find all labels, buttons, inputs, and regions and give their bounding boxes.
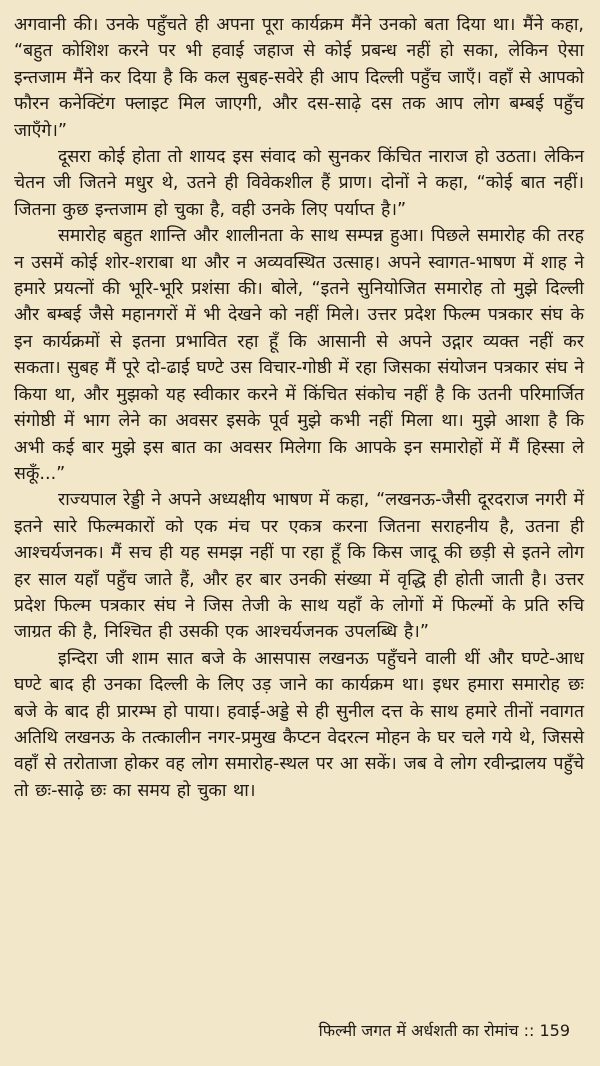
body-text — [14, 12, 584, 804]
paragraph-1: अगवानी की। उनके पहुँचते ही अपना पूरा कार्यक्रम मैंने उनको बता दिया था। मैंने कहा, “बहुत कोशिश करने पर भी हवाई जहाज से कोई प्रबन्ध नहीं हो सका, लेकिन ऐसा इन्तजाम मैंने कर दिया है कि कल सुबह-सवेरे ही आप दिल्ली पहुँच जाएँ। वहाँ से आपको फौरन कनेक्टिंग फ्लाइट मिल जाएगी, और दस-साढ़े दस तक आप लोग बम्बई पहुँच जाएँगे।” — [14, 15, 584, 141]
paragraph-4: राज्यपाल रेड्डी ने अपने अध्यक्षीय भाषण में कहा, “लखनऊ-जैसी दूरदराज नगरी में इतने सारे फिल्मकारों को एक मंच पर एकत्र करना जितना सराहनीय है, उतना ही आश्चर्यजनक। मैं सच ही यह समझ नहीं पा रहा हूँ कि किस जादू की छड़ी से इतने लोग हर साल यहाँ पहुँच जाते हैं, और हर बार उनकी संख्या में वृद्धि ही होती जाती है। उत्तर प्रदेश फिल्म पत्रकार संघ ने जिस तेजी के साथ यहाँ के लोगों में फिल्मों के प्रति रुचि जाग्रत की है, निश्चित ही उसकी एक आश्चर्यजनक उपलब्धि है।” — [14, 490, 584, 643]
paragraph-3: समारोह बहुत शान्ति और शालीनता के साथ सम्पन्न हुआ। पिछले समारोह की तरह न उसमें कोई शोर-शराबा था और न अव्यवस्थित उत्साह। अपने स्वागत-भाषण में शाह ने हमारे प्रयत्नों की भूरि-भूरि प्रशंसा की। बोले, “इतने सुनियोजित समारोह तो मुझे दिल्ली और बम्बई जैसे महानगरों में भी देखने को नहीं मिले। उत्तर प्रदेश फिल्म पत्रकार संघ के इन कार्यक्रमों से इतना प्रभावित रहा हूँ कि आसानी से अपने उद्गार व्यक्त नहीं कर सकता। सुबह मैं पूरे दो-ढाई घण्टे उस विचार-गोष्ठी में रहा जिसका संयोजन पत्रकार संघ ने किया था, और मुझको यह स्वीकार करने में किंचित संकोच नहीं है कि उतनी परिमार्जित संगोष्ठी में भाग लेने का अवसर इसके पूर्व मुझे कभी नहीं मिला था। मुझे आशा है कि अभी कई बार मुझे इस बात का अवसर मिलेगा कि आपके इन समारोहों में मैं हिस्सा ले सकूँ...” — [14, 226, 584, 484]
paragraph-5: इन्दिरा जी शाम सात बजे के आसपास लखनऊ पहुँचने वाली थीं और घण्टे-आध घण्टे बाद ही उनका दिल्ली के लिए उड़ जाने का कार्यक्रम था। इधर हमारा समारोह छः बजे के बाद ही प्रारम्भ हो पाया। हवाई-अड्डे से ही सुनील दत्त के साथ हमारे तीनों नवागत अतिथि लखनऊ के तत्कालीन नगर-प्रमुख कैप्टन वेदरत्न मोहन के घर चले गये थे, जिससे वहाँ से तरोताजा होकर वह लोग समारोह-स्थल पर आ सकें। जब वे लोग रवीन्द्रालय पहुँचे तो छः-साढ़े छः का समय हो चुका था। — [14, 648, 584, 801]
page-footer: फिल्मी जगत में अर्धशती का रोमांच :: 159 — [318, 1021, 570, 1040]
paragraph-2: दूसरा कोई होता तो शायद इस संवाद को सुनकर किंचित नाराज हो उठता। लेकिन चेतन जी जितने मधुर थे, उतने ही विवेकशील हैं प्राण। दोनों ने कहा, “कोई बात नहीं। जितना कुछ इन्तजाम हो चुका है, वही उनके लिए पर्याप्त है।” — [14, 147, 584, 220]
